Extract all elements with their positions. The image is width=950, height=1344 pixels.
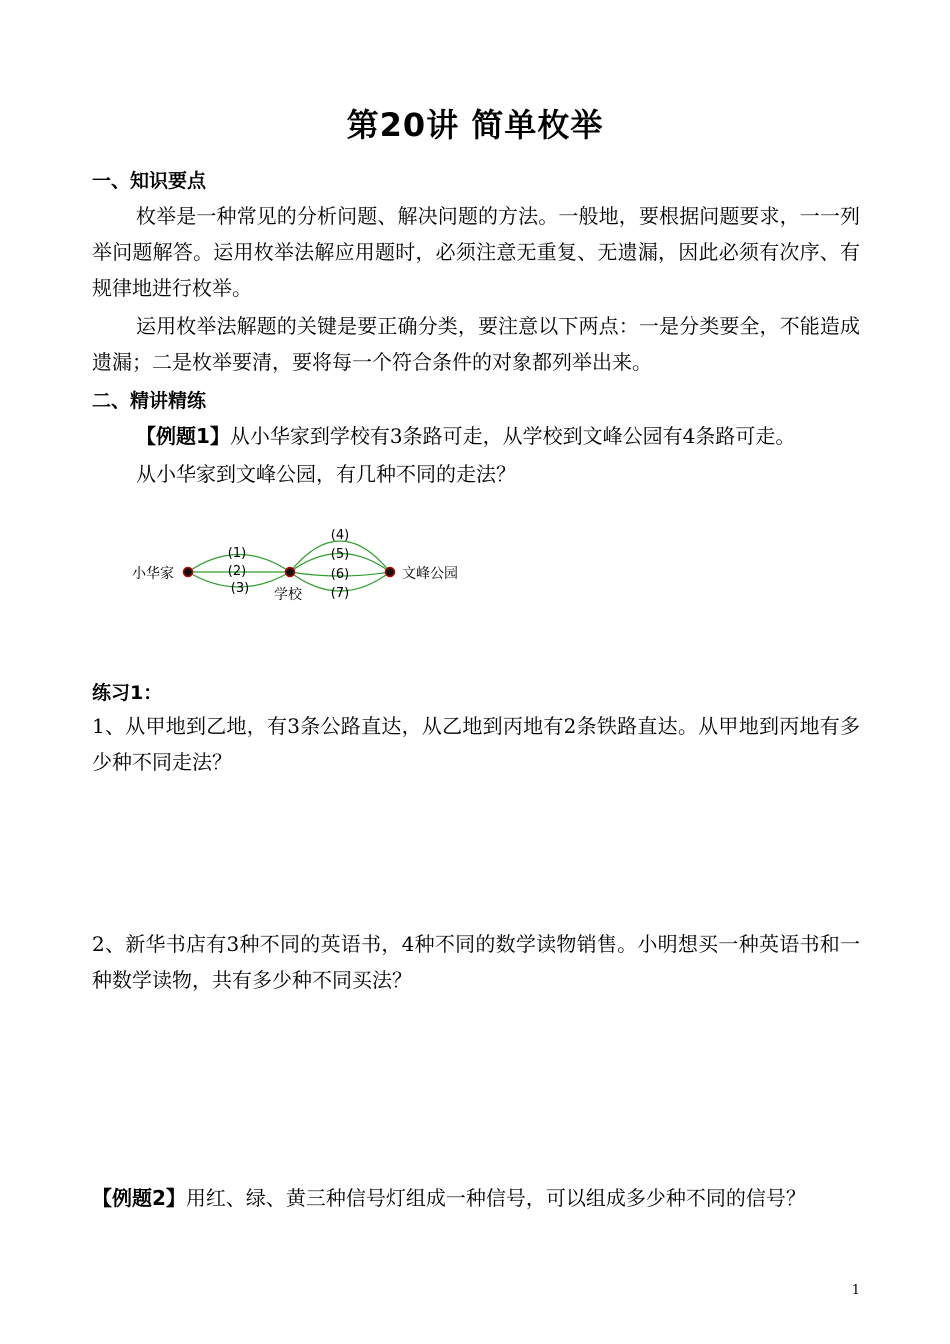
example2-line [92,1182,806,1211]
route-label-5: (5) [330,547,350,562]
section1-heading: 一、知识要点 [92,170,207,192]
route-lines [188,541,390,591]
route-label-6: (6) [330,567,350,582]
example2-label: 【例题2】 [92,1186,186,1210]
node-label-school: 学校 [274,587,302,603]
practice1-question-1: 1、从甲地到乙地，有3条公路直达，从乙地到丙地有2条铁路直达。从甲地到丙地有多少种不同走法？ [92,714,860,774]
example1-text-1: 从小华家到学校有3条路可走，从学校到文峰公园有4条路可走。 [229,424,796,448]
route-label-7: (7) [330,586,350,601]
route-label-2: (2) [227,564,247,579]
node-label-home: 小华家 [132,566,174,582]
node-park [386,568,395,577]
route-label-3: (3) [230,581,250,596]
practice1-question-2: 2、新华书店有3种不同的英语书，4种不同的数学读物销售。小明想买一种英语书和一种数学读物，共有多少种不同买法？ [92,932,860,992]
example1-line1 [136,420,795,449]
example2-text: 用红、绿、黄三种信号灯组成一种信号，可以组成多少种不同的信号？ [185,1186,806,1210]
route-diagram [120,520,480,610]
section2-heading: 二、精讲精练 [92,390,207,412]
page-number: 1 [851,1283,860,1298]
example1-label: 【例题1】 [136,424,230,448]
page-title: 第20讲 简单枚举 [346,106,604,144]
section1-paragraph-1: 枚举是一种常见的分析问题、解决问题的方法。一般地，要根据问题要求，一一列举问题解答。运用枚举法解应用题时，必须注意无重复、无遗漏，因此必须有次序、有规律地进行枚举。 [92,204,860,300]
example1-line2: 从小华家到文峰公园，有几种不同的走法？ [136,462,516,486]
practice1-heading: 练习1： [92,682,163,704]
node-home [184,568,193,577]
route-label-1: (1) [227,546,247,561]
section1-paragraph-2: 运用枚举法解题的关键是要正确分类，要注意以下两点：一是分类要全，不能造成遗漏；二是枚举要清，要将每一个符合条件的对象都列举出来。 [92,314,860,374]
node-label-park: 文峰公园 [402,566,458,582]
node-school [286,568,295,577]
route-label-4: (4) [330,528,350,543]
